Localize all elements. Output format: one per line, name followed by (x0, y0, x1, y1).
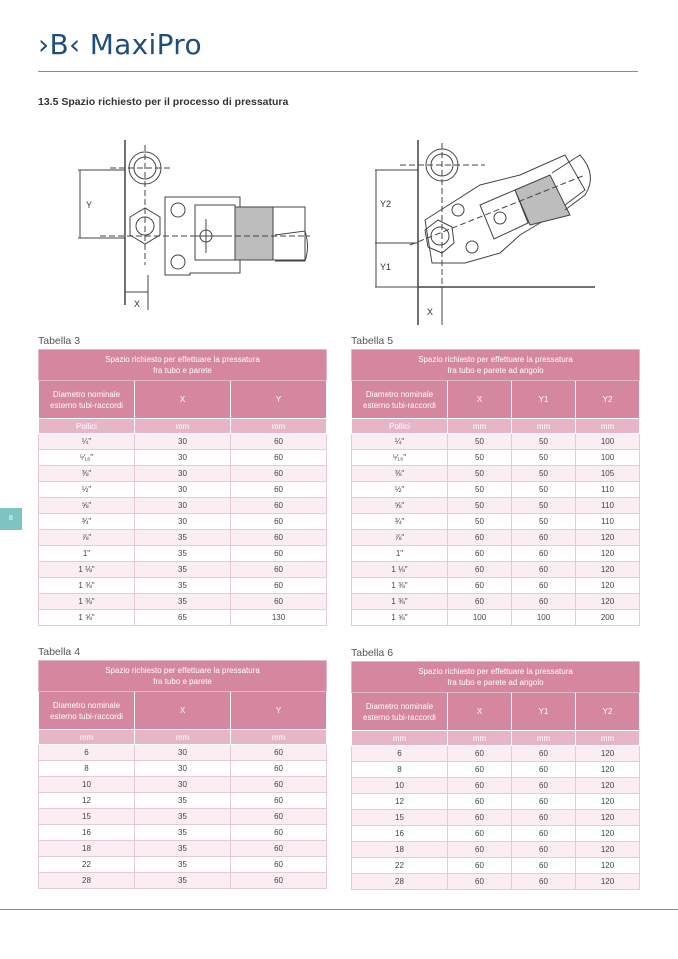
table-header-row (39, 692, 327, 730)
table-cell: 10 (39, 777, 135, 793)
table-row (39, 578, 327, 594)
table-cell: 65 (135, 610, 231, 626)
table-cell: 10 (352, 778, 448, 794)
unit-cell: mm (135, 419, 231, 434)
press-wall-diagram (70, 135, 320, 315)
table-cell: 60 (512, 762, 576, 778)
table-row (39, 562, 327, 578)
column-header: Y1 (512, 693, 576, 731)
unit-cell: mm (576, 419, 640, 434)
table-cell: 60 (512, 594, 576, 610)
table-cell: 120 (576, 530, 640, 546)
table6 (351, 661, 640, 890)
table-cell: ¼" (39, 434, 135, 450)
table-row (352, 874, 640, 890)
unit-cell: Pollici (352, 419, 448, 434)
table-cell: 60 (512, 842, 576, 858)
unit-cell: mm (231, 730, 327, 745)
table-cell: 60 (512, 746, 576, 762)
table-row (352, 794, 640, 810)
table-cell: 200 (576, 610, 640, 626)
table-row (39, 530, 327, 546)
table-cell: 50 (448, 434, 512, 450)
table-row (39, 873, 327, 889)
table-cell: ⅞" (352, 530, 448, 546)
table-cell: 60 (448, 762, 512, 778)
table-row (39, 825, 327, 841)
table3 (38, 349, 327, 626)
table-cell: 50 (448, 466, 512, 482)
table-row (39, 466, 327, 482)
table-cell: ⁵⁄₁₆" (352, 450, 448, 466)
table-cell: 60 (231, 482, 327, 498)
table-cell: 1 ⅝" (39, 610, 135, 626)
table-cell: 50 (448, 482, 512, 498)
table-cell: 28 (352, 874, 448, 890)
table-cell: 60 (448, 858, 512, 874)
table-cell: 60 (448, 530, 512, 546)
table-cell: 30 (135, 498, 231, 514)
table-cell: 18 (352, 842, 448, 858)
table-cell: 60 (512, 826, 576, 842)
table-cell: 60 (512, 778, 576, 794)
table-cell: 60 (231, 761, 327, 777)
table-title: Spazio richiesto per effettuare la pressatura fra tubo e parete (39, 661, 327, 692)
table-cell: 110 (576, 498, 640, 514)
column-header: X (135, 381, 231, 419)
table-row (352, 482, 640, 498)
table-units-row (352, 419, 640, 434)
table-units-row (39, 730, 327, 745)
table-cell: 60 (448, 794, 512, 810)
table-cell: ¾" (352, 514, 448, 530)
table-cell: 30 (135, 745, 231, 761)
table-cell: 120 (576, 746, 640, 762)
table-cell: ½" (39, 482, 135, 498)
press-angle-diagram (370, 135, 610, 330)
table-row (39, 450, 327, 466)
table-cell: 50 (512, 482, 576, 498)
table-cell: 12 (352, 794, 448, 810)
brand-logo: ›B‹ MaxiPro (38, 28, 202, 61)
table-cell: 120 (576, 842, 640, 858)
table5-caption: Tabella 5 (351, 335, 394, 347)
table-cell: 60 (231, 857, 327, 873)
page-number-tab: 8 (0, 508, 22, 530)
table-cell: ⅜" (352, 466, 448, 482)
table-cell: 50 (448, 514, 512, 530)
label-y1: Y1 (380, 262, 392, 272)
table-cell: 60 (231, 841, 327, 857)
table-row (352, 810, 640, 826)
table-cell: ⅝" (39, 498, 135, 514)
table-row (352, 746, 640, 762)
table-cell: 35 (135, 793, 231, 809)
table-cell: 35 (135, 841, 231, 857)
table-cell: ⅜" (39, 466, 135, 482)
unit-cell: mm (135, 730, 231, 745)
column-header: X (448, 693, 512, 731)
table-cell: 28 (39, 873, 135, 889)
table-row (352, 530, 640, 546)
column-header: Y (231, 381, 327, 419)
table-cell: 1 ⅜" (39, 578, 135, 594)
table-cell: 120 (576, 794, 640, 810)
table-cell: 110 (576, 514, 640, 530)
table-title-row (39, 661, 327, 692)
table-cell: 30 (135, 482, 231, 498)
table-cell: 1 ⅝" (352, 610, 448, 626)
table-cell: 50 (512, 498, 576, 514)
label-y2: Y2 (380, 199, 392, 209)
table-cell: 50 (448, 450, 512, 466)
table-cell: 30 (135, 466, 231, 482)
table-row (352, 858, 640, 874)
table-cell: 60 (231, 562, 327, 578)
table-cell: 8 (352, 762, 448, 778)
table-cell: 22 (39, 857, 135, 873)
table-cell: 60 (231, 745, 327, 761)
table-cell: 60 (231, 809, 327, 825)
table-cell: 60 (448, 562, 512, 578)
table-row (39, 610, 327, 626)
table-cell: 1 ⅜" (352, 594, 448, 610)
table-cell: 35 (135, 857, 231, 873)
table-cell: 60 (512, 858, 576, 874)
table-cell: ⁵⁄₁₆" (39, 450, 135, 466)
table-row (39, 745, 327, 761)
table-cell: 60 (512, 562, 576, 578)
table-cell: 50 (512, 514, 576, 530)
table-row (39, 841, 327, 857)
table-cell: 35 (135, 809, 231, 825)
table-header-row (352, 381, 640, 419)
table-cell: 120 (576, 858, 640, 874)
table-units-row (39, 419, 327, 434)
table-title-row (352, 662, 640, 693)
table-cell: 60 (448, 594, 512, 610)
column-header: Diametro nominale esterno tubi-raccordi (39, 381, 135, 419)
table-cell: 22 (352, 858, 448, 874)
table-cell: 60 (512, 874, 576, 890)
table-cell: 60 (231, 434, 327, 450)
column-header: Y1 (512, 381, 576, 419)
table-cell: 15 (352, 810, 448, 826)
table-cell: 60 (512, 794, 576, 810)
table-cell: 35 (135, 530, 231, 546)
table-row (352, 762, 640, 778)
unit-cell: mm (448, 731, 512, 746)
table-cell: ⅝" (352, 498, 448, 514)
table-cell: 30 (135, 434, 231, 450)
table4 (38, 660, 327, 889)
table-row (39, 498, 327, 514)
table-cell: 120 (576, 546, 640, 562)
table-header-row (39, 381, 327, 419)
table-cell: 18 (39, 841, 135, 857)
table-cell: 6 (39, 745, 135, 761)
table-cell: 60 (448, 578, 512, 594)
table-row (39, 809, 327, 825)
column-header: Diametro nominale esterno tubi-raccordi (352, 693, 448, 731)
unit-cell: mm (39, 730, 135, 745)
table-row (352, 498, 640, 514)
table-cell: 60 (231, 546, 327, 562)
table-row (352, 610, 640, 626)
table-cell: 1" (39, 546, 135, 562)
table-cell: 60 (448, 826, 512, 842)
unit-cell: mm (576, 731, 640, 746)
label-y: Y (86, 200, 93, 210)
table-cell: 120 (576, 562, 640, 578)
table-cell: 120 (576, 810, 640, 826)
footer-divider (0, 909, 678, 910)
table-cell: 60 (231, 498, 327, 514)
table-row (352, 578, 640, 594)
table-cell: 1" (352, 546, 448, 562)
table-cell: 110 (576, 482, 640, 498)
table-row (39, 793, 327, 809)
table-cell: 15 (39, 809, 135, 825)
table-row (39, 777, 327, 793)
table-cell: 16 (39, 825, 135, 841)
table-cell: 60 (448, 810, 512, 826)
table-cell: 60 (448, 778, 512, 794)
unit-cell: mm (512, 731, 576, 746)
table-title-row (39, 350, 327, 381)
table-cell: ⅞" (39, 530, 135, 546)
table-cell: 35 (135, 546, 231, 562)
table-cell: 60 (231, 825, 327, 841)
table-cell: 60 (512, 578, 576, 594)
table-cell: 130 (231, 610, 327, 626)
table-row (39, 546, 327, 562)
table-cell: 35 (135, 825, 231, 841)
table-row (352, 562, 640, 578)
header-divider (38, 71, 638, 72)
table-cell: 60 (231, 873, 327, 889)
table-cell: 50 (512, 466, 576, 482)
table-cell: 16 (352, 826, 448, 842)
table-cell: 100 (512, 610, 576, 626)
table4-caption: Tabella 4 (38, 646, 81, 658)
table-cell: 35 (135, 873, 231, 889)
table-cell: 60 (512, 530, 576, 546)
table-cell: 50 (512, 434, 576, 450)
table-cell: 1 ⅜" (352, 578, 448, 594)
table-title: Spazio richiesto per effettuare la pressatura fra tubo e parete ad angolo (352, 350, 640, 381)
table-cell: 60 (231, 466, 327, 482)
table-row (352, 514, 640, 530)
table-cell: 35 (135, 562, 231, 578)
table-row (39, 514, 327, 530)
table-row (39, 434, 327, 450)
table-cell: 60 (231, 530, 327, 546)
table-row (39, 482, 327, 498)
table-cell: 60 (512, 546, 576, 562)
column-header: Diametro nominale esterno tubi-raccordi (39, 692, 135, 730)
label-x-angle: X (427, 307, 434, 317)
table6-caption: Tabella 6 (351, 647, 394, 659)
table-cell: 8 (39, 761, 135, 777)
table-cell: ¾" (39, 514, 135, 530)
table-cell: 60 (448, 746, 512, 762)
table-cell: 60 (231, 450, 327, 466)
table-cell: 120 (576, 826, 640, 842)
table-cell: 30 (135, 514, 231, 530)
table-cell: 120 (576, 578, 640, 594)
table-cell: ¼" (352, 434, 448, 450)
column-header: Y (231, 692, 327, 730)
table5 (351, 349, 640, 626)
table-cell: 100 (576, 434, 640, 450)
table-row (352, 466, 640, 482)
table-cell: 30 (135, 450, 231, 466)
table-cell: 1 ⅛" (39, 562, 135, 578)
column-header: Y2 (576, 381, 640, 419)
table-cell: 100 (576, 450, 640, 466)
unit-cell: mm (352, 731, 448, 746)
table-row (352, 450, 640, 466)
table3-caption: Tabella 3 (38, 335, 81, 347)
table-cell: 120 (576, 874, 640, 890)
table-title: Spazio richiesto per effettuare la pressatura fra tubo e parete ad angolo (352, 662, 640, 693)
table-row (352, 826, 640, 842)
table-row (352, 546, 640, 562)
table-cell: 60 (512, 810, 576, 826)
table-cell: 30 (135, 761, 231, 777)
table-row (352, 434, 640, 450)
unit-cell: mm (512, 419, 576, 434)
table-row (352, 778, 640, 794)
column-header: Diametro nominale esterno tubi-raccordi (352, 381, 448, 419)
label-x: X (134, 299, 141, 309)
table-title-row (352, 350, 640, 381)
table-title: Spazio richiesto per effettuare la pressatura fra tubo e parete (39, 350, 327, 381)
table-cell: 60 (231, 594, 327, 610)
table-cell: 60 (231, 777, 327, 793)
table-row (352, 594, 640, 610)
table-cell: 35 (135, 578, 231, 594)
table-row (39, 761, 327, 777)
section-title: 13.5 Spazio richiesto per il processo di pressatura (38, 96, 289, 108)
table-cell: 35 (135, 594, 231, 610)
unit-cell: Pollici (39, 419, 135, 434)
table-cell: 60 (231, 514, 327, 530)
table-cell: 50 (512, 450, 576, 466)
unit-cell: mm (231, 419, 327, 434)
table-cell: 60 (448, 546, 512, 562)
table-row (39, 857, 327, 873)
table-units-row (352, 731, 640, 746)
table-cell: 60 (231, 793, 327, 809)
table-cell: 120 (576, 778, 640, 794)
column-header: X (135, 692, 231, 730)
table-header-row (352, 693, 640, 731)
table-cell: 60 (231, 578, 327, 594)
table-cell: 6 (352, 746, 448, 762)
table-row (352, 842, 640, 858)
table-cell: 60 (448, 874, 512, 890)
table-cell: 1 ⅜" (39, 594, 135, 610)
table-cell: 60 (448, 842, 512, 858)
column-header: X (448, 381, 512, 419)
table-row (39, 594, 327, 610)
table-cell: 100 (448, 610, 512, 626)
unit-cell: mm (448, 419, 512, 434)
table-cell: 12 (39, 793, 135, 809)
table-cell: 105 (576, 466, 640, 482)
table-cell: ½" (352, 482, 448, 498)
column-header: Y2 (576, 693, 640, 731)
table-cell: 30 (135, 777, 231, 793)
table-cell: 50 (448, 498, 512, 514)
table-cell: 120 (576, 594, 640, 610)
table-cell: 120 (576, 762, 640, 778)
table-cell: 1 ⅛" (352, 562, 448, 578)
